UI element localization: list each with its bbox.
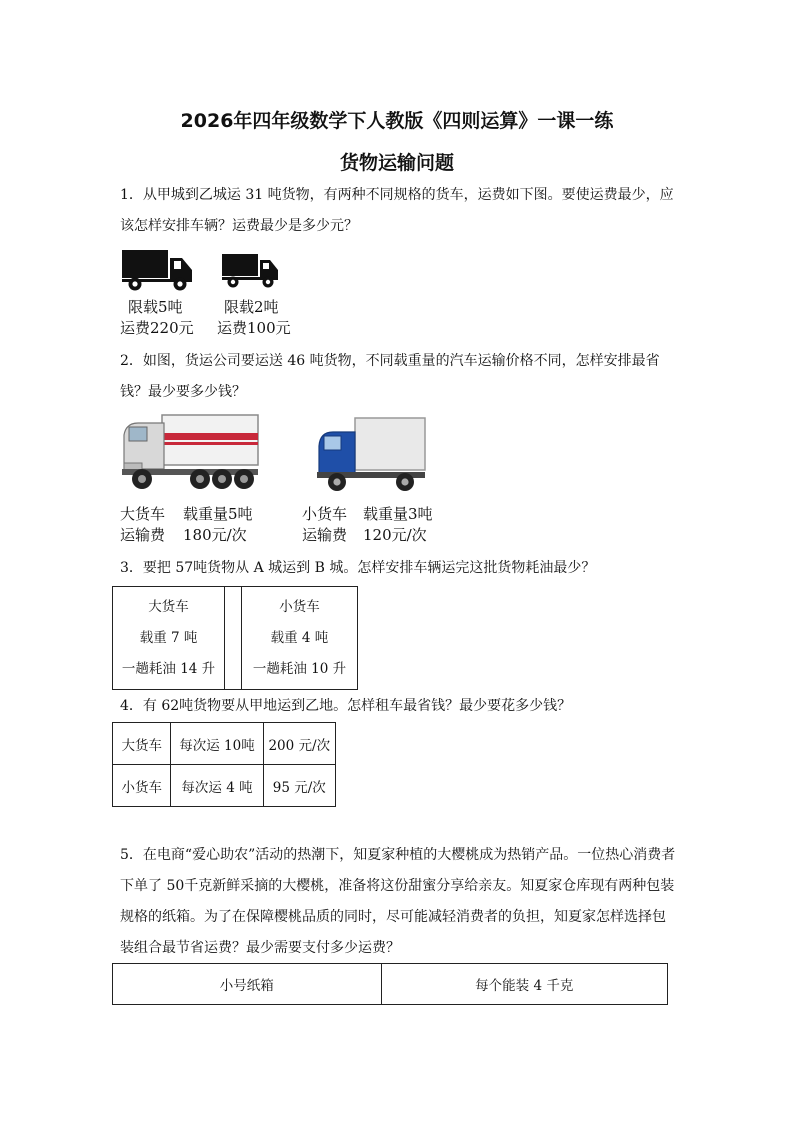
truck-a-limit: 限载5吨	[128, 298, 183, 316]
small-truck-fee: 120元/次	[363, 526, 427, 544]
q3-small-fuel: 一趟耗油 10 升	[252, 660, 347, 677]
q3-big-name: 大货车	[148, 598, 189, 615]
small-truck-name: 小货车	[302, 505, 348, 523]
table-row	[113, 765, 336, 807]
q5-cell: 小号纸箱	[113, 964, 382, 1005]
q3-big-fuel: 一趟耗油 14 升	[121, 660, 216, 677]
small-truck-load: 载重量3吨	[363, 505, 433, 523]
large-truck-image	[120, 413, 260, 493]
page-title: 2026年四年级数学下人教版《四则运算》一课一练	[180, 110, 614, 132]
q5-table	[112, 963, 668, 1005]
question-4-text: 4．有 62吨货物要从甲地运到乙地。怎样租车最省钱？最少要花多少钱？	[120, 698, 572, 714]
small-truck-image	[315, 416, 427, 494]
q4-cell: 大货车	[113, 723, 171, 765]
truck-b-fee: 运费100元	[217, 319, 291, 337]
q5-cell: 每个能装 4 千克	[381, 964, 667, 1005]
question-2-text: 2．如图，货运公司要运送 46 吨货物，不同载重量的汽车运输价格不同，怎样安排最省钱？最少要多少钱？	[120, 353, 660, 400]
table-row	[113, 964, 668, 1005]
truck-icon-small	[222, 252, 280, 290]
q4-cell: 小货车	[113, 765, 171, 807]
q3-spacer-cell	[225, 587, 242, 690]
truck-a-fee: 运费220元	[120, 319, 194, 337]
q3-small-load: 载重 4 吨	[270, 629, 329, 646]
question-1-text: 1．从甲城到乙城运 31 吨货物，有两种不同规格的货车，运费如下图。要使运费最少，应该怎样安排车辆？运费最少是多少元？	[120, 187, 674, 234]
question-3-text: 3．要把 57吨货物从 A 城运到 B 城。怎样安排车辆运完这批货物耗油最少？	[120, 560, 596, 576]
q4-cell: 95 元/次	[263, 765, 335, 807]
big-truck-name: 大货车	[120, 505, 166, 523]
truck-icon-large	[122, 248, 194, 292]
page-subtitle: 货物运输问题	[339, 152, 454, 174]
q4-cell: 200 元/次	[263, 723, 335, 765]
big-truck-fee: 180元/次	[183, 526, 247, 544]
q3-table	[112, 586, 358, 690]
q3-small-truck-cell	[241, 587, 357, 690]
q3-big-load: 载重 7 吨	[139, 629, 198, 646]
big-truck-fee-label: 运输费	[120, 526, 166, 544]
big-truck-load: 载重量5吨	[183, 505, 253, 523]
q3-big-truck-cell	[113, 587, 225, 690]
truck-b-limit: 限载2吨	[224, 298, 279, 316]
q3-small-name: 小货车	[279, 598, 320, 615]
question-5-text: 5．在电商“爱心助农”活动的热潮下，知夏家种植的大樱桃成为热销产品。一位热心消费者下单了 50千克新鲜采摘的大樱桃，准备将这份甜蜜分享给亲友。知夏家仓库现有两种包装规格的纸箱。为了在保障樱桃品质的同时，尽可能减轻消费者的负担，知夏家怎样选择包装组合最节省运费？最少需要支付多少运费？	[120, 847, 676, 956]
q4-table	[112, 722, 336, 807]
q4-cell: 每次运 10吨	[171, 723, 263, 765]
table-row	[113, 723, 336, 765]
small-truck-fee-label: 运输费	[302, 526, 348, 544]
q4-cell: 每次运 4 吨	[171, 765, 263, 807]
